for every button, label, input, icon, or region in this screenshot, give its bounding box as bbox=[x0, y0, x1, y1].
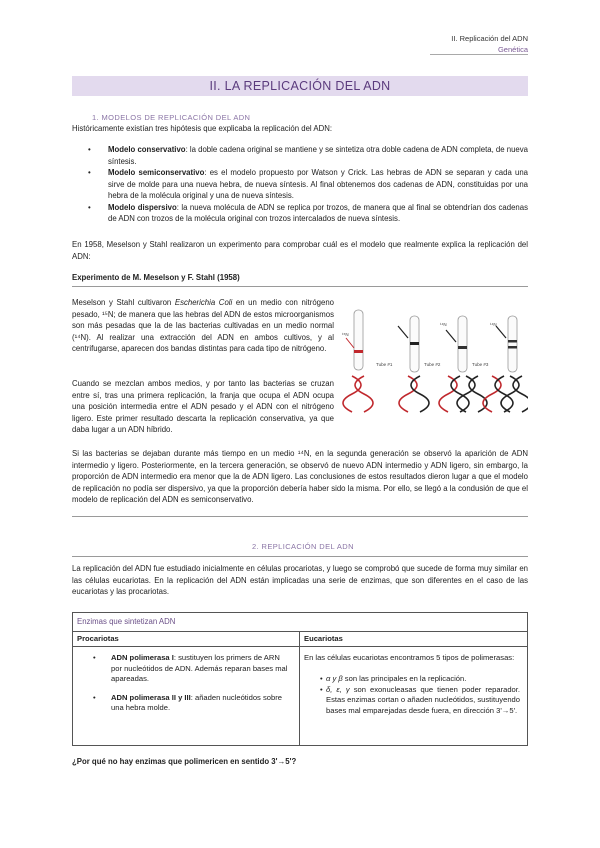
page-title: II. LA REPLICACIÓN DEL ADN bbox=[72, 76, 528, 96]
figure-label: Tube #2 bbox=[424, 362, 441, 367]
experiment-paragraph-2: Cuando se mezclan ambos medios, y por tanto las bacterias se cruzan entre sí, tras una primera replicación, la franja que ocupa el ADN ocupa una posición intermedia entre el ADN pesado y el ADN con el nitrógeno ligero. Este primer resultado descarta la replicación conservativa, ya que daba lugar a un ADN híbrido. bbox=[72, 379, 334, 434]
figure-label: ¹⁴N bbox=[440, 322, 447, 327]
models-list bbox=[72, 144, 528, 225]
figure-label: ¹⁵N bbox=[342, 332, 349, 337]
enzymes-table bbox=[72, 612, 528, 746]
column-header-prokaryotes: Procariotas bbox=[77, 634, 119, 643]
question: ¿Por qué no hay enzimas que polimericen en sentido 3'→5'? bbox=[72, 757, 297, 766]
running-header-chapter: II. Replicación del ADN bbox=[451, 34, 528, 43]
divider bbox=[72, 286, 528, 287]
section-heading-models: 1. MODELOS DE REPLICACIÓN DEL ADN bbox=[92, 113, 251, 122]
eukaryote-intro: En las células eucariotas encontramos 5 tipos de polimerasas: bbox=[304, 653, 515, 662]
section-heading-replication: 2. REPLICACIÓN DEL ADN bbox=[252, 542, 354, 551]
figure-label: Tube #1 bbox=[376, 362, 393, 367]
experiment-heading: Experimento de M. Meselson y F. Stahl (1958) bbox=[72, 273, 240, 282]
section2-intro: La replicación del ADN fue estudiado inicialmente en células procariotas, y luego se comprobó que sucede de forma muy similar en las células eucariotas. En la replicación del ADN están implicadas una serie de enzimas, que son diferentes en el caso de las eucariotas y las procariotas. bbox=[72, 564, 528, 596]
list-item: • ADN polimerasa II y III: añaden nucleótidos sobre una hebra molde. bbox=[77, 693, 291, 714]
table-rule bbox=[73, 631, 527, 632]
table-column-rule bbox=[299, 631, 300, 745]
list-item: • Modelo semiconservativo: es el modelo propuesto por Watson y Crick. Las hebras de ADN se separan y cada una sirve de molde para una nueva hebra, de nueva síntesis. Al final obtenemos dos cadenas de ADN, constituidas por una hebra de la molécula original y una de nueva síntesis. bbox=[72, 167, 528, 202]
experiment-paragraph-3: Si las bacterias se dejaban durante más tiempo en un medio ¹⁴N, en la segunda generación se observó la aparición de ADN intermedio y ligero. Posteriormente, en la tercera generación, se observó de nuevo ADN intermedio y ADN ligero, sin embargo, la proporción de ADN intermedio era menor que la de ADN ligero. Las conclusiones de estos resultados dieron lugar a que el modelo de replicación no podía ser dispersivo, ya que la proporción debería haber sido la misma. Por ello, se llegó a la condusión de que el modelo de replicación del ADN es semiconservativo. bbox=[72, 449, 528, 504]
table-rule bbox=[73, 646, 527, 647]
experiment-paragraph-1: Meselson y Stahl cultivaron Escherichia Coli en un medio con nitrógeno pesado, ¹⁵N; de manera que las hebras del ADN de estos microorganismos son más pesadas que la de las bacterias cultivadas en un medio normal (¹⁴N). Al realizar una extracción del ADN en ambos cultivos, y al centrifugarse, aparecen dos bandas distintas para cada tipo de nitrógeno. bbox=[72, 298, 335, 353]
header-divider bbox=[430, 54, 528, 55]
experiment-intro: En 1958, Meselson y Stahl realizaron un experimento para comprobar cuál es el modelo que realmente explica la replicación del ADN: bbox=[72, 240, 528, 261]
meselson-stahl-figure bbox=[342, 300, 528, 418]
list-item: • Modelo conservativo: la doble cadena original se mantiene y se sintetiza otra doble cadena de ADN completa, de nueva síntesis. bbox=[72, 144, 528, 167]
figure-label: Tube #3 bbox=[472, 362, 489, 367]
table-title: Enzimas que sintetizan ADN bbox=[77, 617, 176, 626]
list-item: • α y β son las principales en la replicación. bbox=[304, 674, 520, 685]
column-header-eukaryotes: Eucariotas bbox=[304, 634, 343, 643]
list-item: • Modelo dispersivo: la nueva molécula de ADN se replica por trozos, de manera que al final se obtendrían dos cadenas de ADN con trozos de la molécula original con trozos intercalados de nueva síntesis. bbox=[72, 202, 528, 225]
eukaryote-enzymes-list bbox=[304, 674, 520, 716]
figure-label: ¹⁴N bbox=[490, 322, 497, 327]
divider bbox=[72, 516, 528, 517]
list-item: • ADN polimerasa I: sustituyen los primers de ARN por nucleótidos de ADN. Además reparan bases mal apareadas. bbox=[77, 653, 291, 685]
divider bbox=[72, 556, 528, 557]
prokaryote-enzymes-list bbox=[77, 653, 291, 714]
section-intro: Históricamente existían tres hipótesis que explicaba la replicación del ADN: bbox=[72, 124, 333, 133]
running-header-subject: Genética bbox=[497, 45, 528, 54]
list-item: • δ, ε, γ son exonucleasas que tienen poder reparador. Estas enzimas cortan o añaden nucleótidos, sustituyendo bases mal emparejadas desde fuera, en dirección 3'→5'. bbox=[304, 685, 520, 717]
